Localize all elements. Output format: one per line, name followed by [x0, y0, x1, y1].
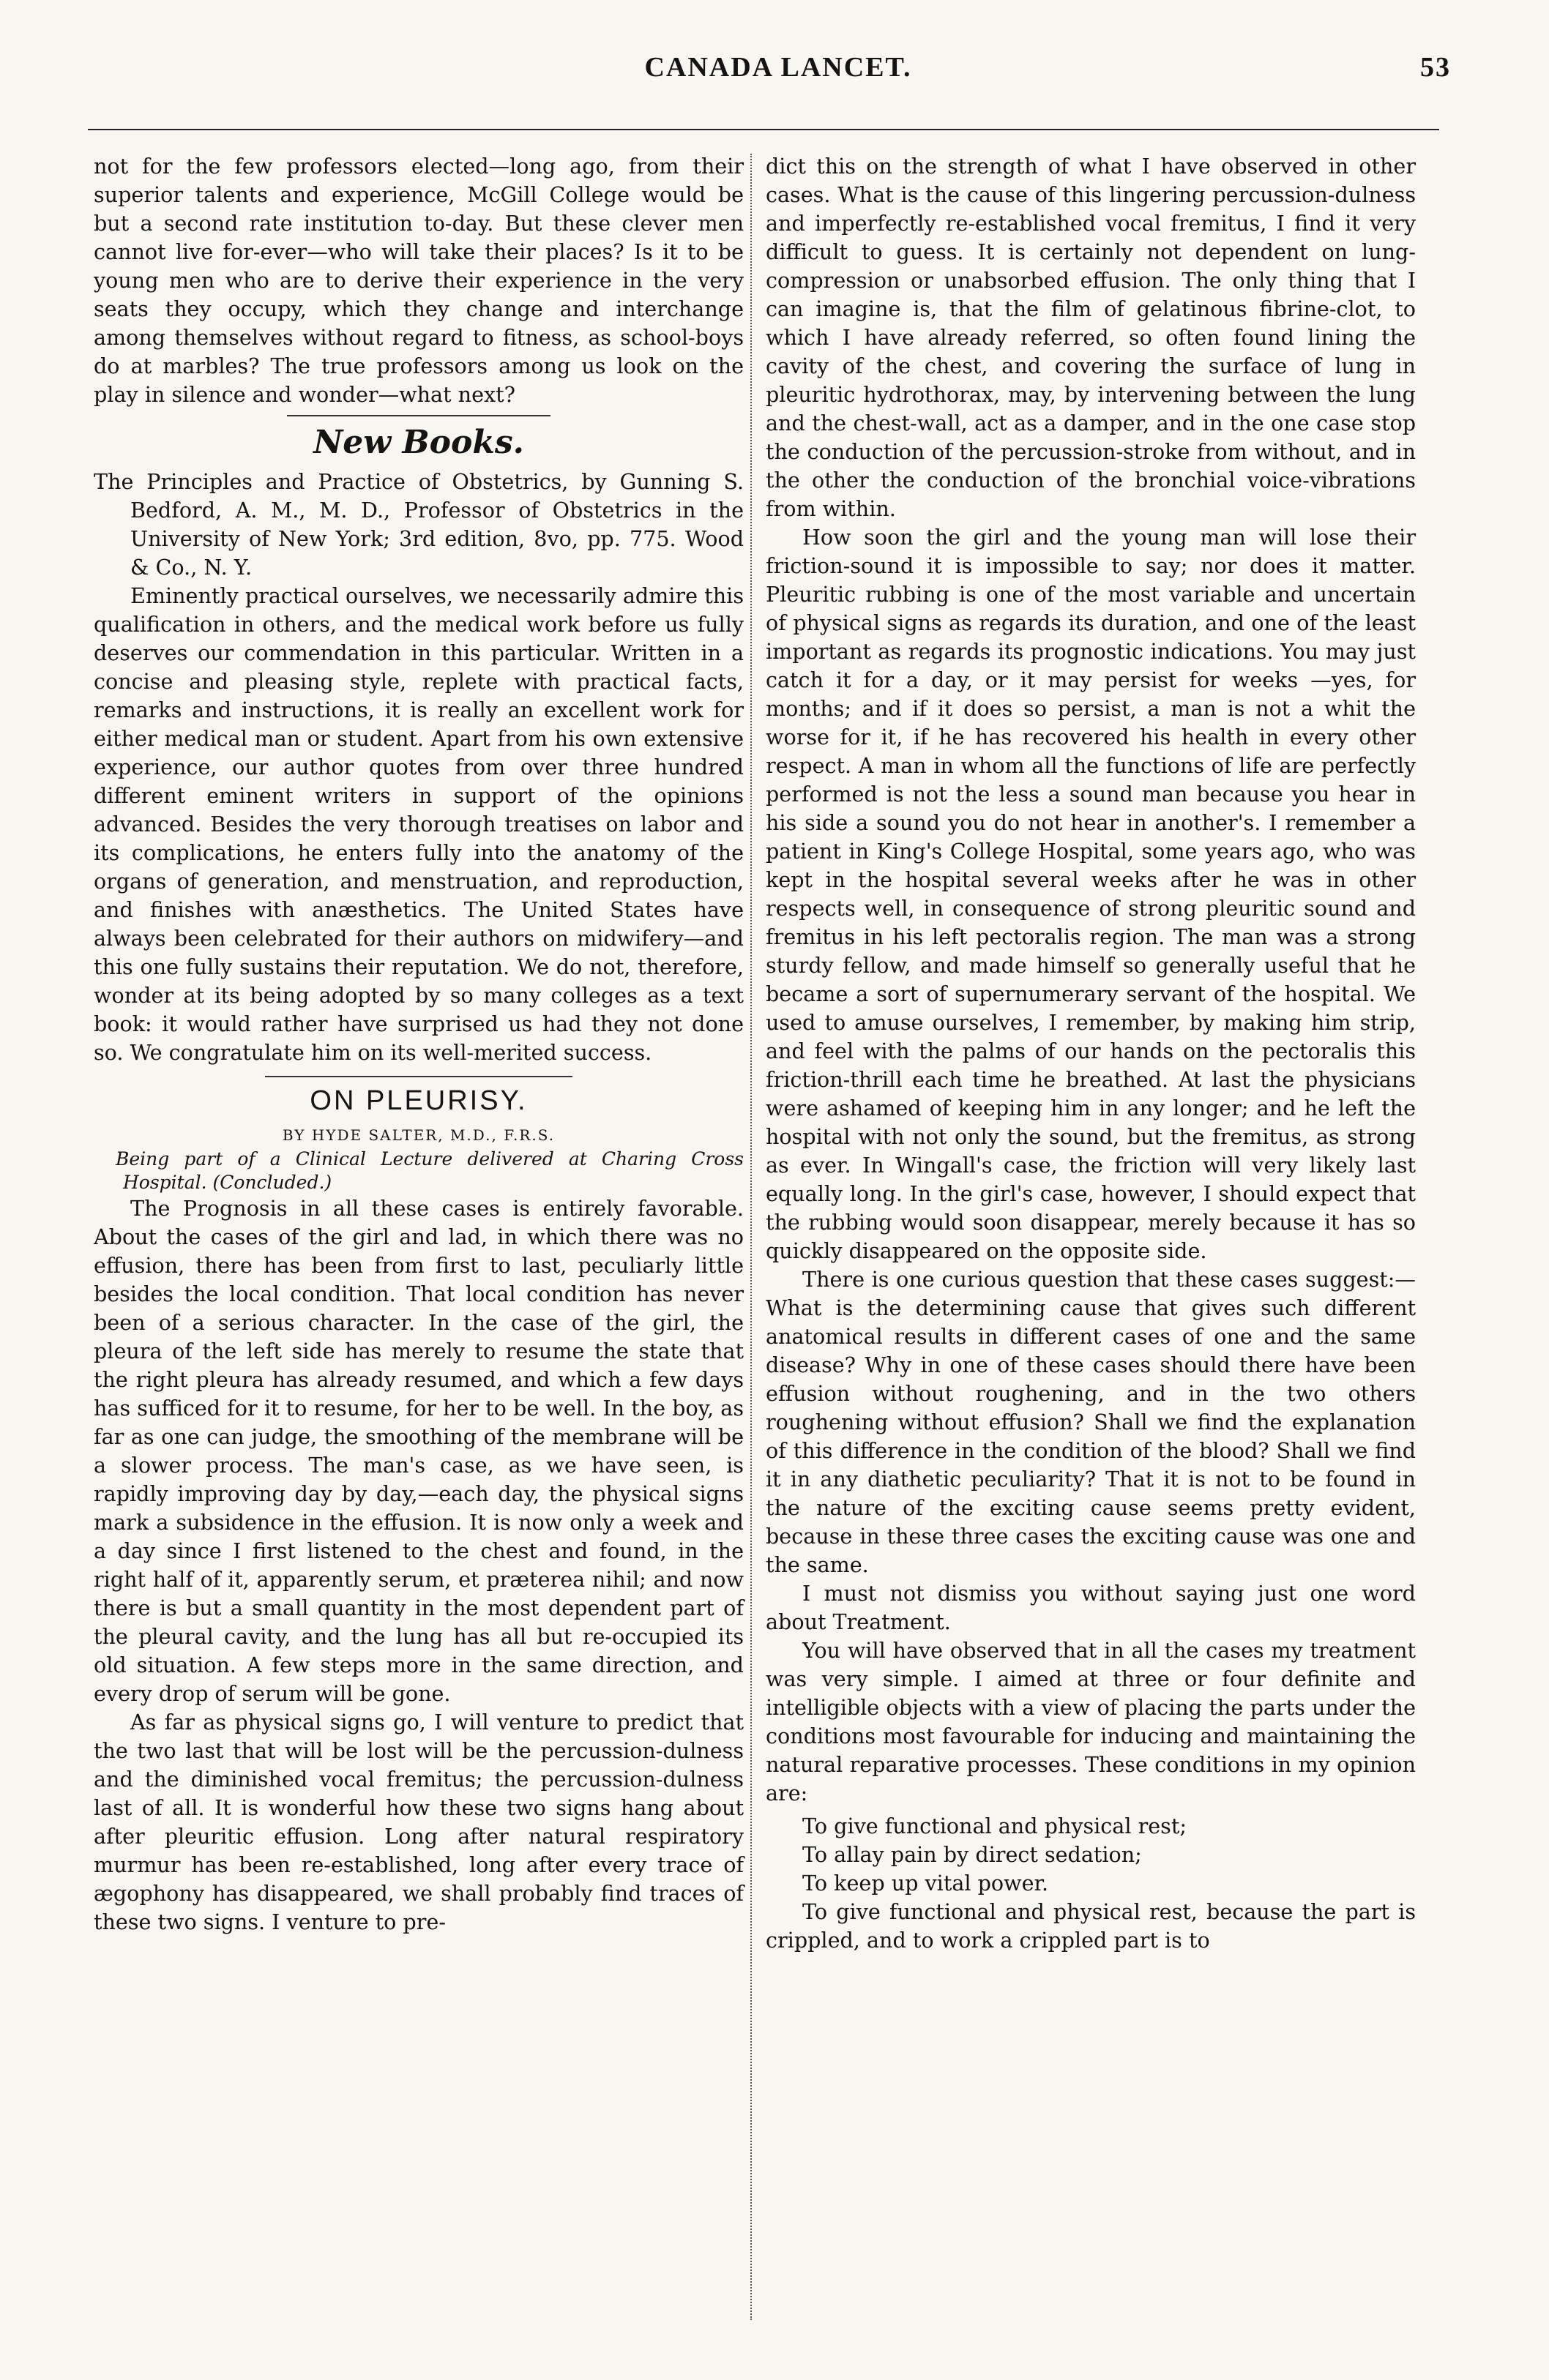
treatment-list	[802, 1812, 1416, 1898]
treatment-paragraph: You will have observed that in all the cases my treatment was very simple. I aimed at three or four definite and intelligible objects with a view of placing the parts under the conditions most favourable for inducing and maintaining the natural reparative processes. These conditions in my opinion are:	[766, 1638, 1416, 1805]
new-books-heading: New Books.	[287, 415, 550, 463]
treatment-list-item: To give functional and physical rest;	[802, 1814, 1187, 1838]
friction-paragraph: How soon the girl and the young man will lose their friction-sound it is impossible to say; nor does it matter. Pleuritic rubbing is one of the most variable and uncertain of physical signs as regards its duration, and one of the least important as regards its prognostic indications. You may just catch it for a day, or it may persist for weeks —yes, for months; and if it does so persist, a man is not a whit the worse for it, if he has recovered his health in every other respect. A man in whom all the functions of life are perfectly performed is not the less a sound man because you hear in his side a sound you do not hear in another's. I remember a patient in King's College Hospital, some years ago, who was kept in the hospital several weeks after he was in other respects well, in consequence of strong pleuritic sound and fremitus in his left pectoralis region. The man was a strong sturdy fellow, and made himself so generally useful that he became a sort of supernumerary servant of the hospital. We used to amuse ourselves, I remember, by making him strip, and feel with the palms of our hands on the pectoralis this friction-thrill each time he breathed. At last the physicians were ashamed of keeping him in any longer; and he left the hospital with not only the sound, but the fremitus, as strong as ever. In Wingall's case, the friction will very likely last equally long. In the girl's case, however, I should expect that the rubbing would soon disappear, merely because it has so quickly disappeared on the opposite side.	[766, 525, 1416, 1263]
left-column	[94, 152, 744, 1936]
physical-signs-paragraph: As far as physical signs go, I will venture to predict that the two last that will be lost will be the percussion-dulness and the diminished vocal fremitus; the percussion-dulness last of all. It is wonderful how these two signs hang about after pleuritic effusion. Long after natural respiratory murmur has been re-established, long after every trace of ægophony has disappeared, we shall probably find traces of these two signs. I venture to pre-	[94, 1710, 744, 1934]
article-subtitle: Being part of a Clinical Lecture delivered at Charing Cross Hospital. (Concluded.)	[116, 1148, 744, 1193]
article-title: ON PLEURISY.	[265, 1076, 572, 1118]
treatment-list-item: To keep up vital power.	[802, 1871, 1049, 1896]
continuation-paragraph: dict this on the strength of what I have observed in other cases. What is the cause of this lingering percussion-dulness and imperfectly re-established vocal fremitus, I find it very difficult to guess. It is certainly not dependent on lung-compression or unabsorbed effusion. The only thing that I can imagine is, that the film of gelatinous fibrine-clot, to which I have already referred, so often found lining the cavity of the chest, and covering the surface of lung in pleuritic hydrothorax, may, by intervening between the lung and the chest-wall, act as a damper, and in the one case stop the conduction of the percussion-stroke from without, and in the other the conduction of the bronchial voice-vibrations from within.	[766, 154, 1416, 521]
treatment-intro: I must not dismiss you without saying just one word about Treatment.	[766, 1581, 1416, 1634]
running-head	[88, 51, 1468, 95]
right-column	[766, 152, 1416, 1955]
question-paragraph: There is one curious question that these cases suggest:—What is the determining cause that gives such different anatomical results in different cases of one and the same disease? Why in one of these cases should there have been effusion without roughening, and in the two others roughening without effusion? Shall we find the explanation of this difference in the condition of the blood? Shall we find it in any diathetic peculiarity? That it is not to be found in the nature of the exciting cause seems pretty evident, because in these three cases the exciting cause was one and the same.	[766, 1267, 1416, 1577]
treatment-list-item: To allay pain by direct sedation;	[802, 1842, 1142, 1867]
review-paragraph: Eminently practical ourselves, we necessarily admire this qualification in others, and the medical work before us fully deserves our commendation in this particular. Written in a concise and pleasing style, replete with practical facts, remarks and instructions, it is really an excellent work for either medical man or student. Apart from his own extensive experience, our author quotes from over three hundred different eminent writers in support of the opinions advanced. Besides the very thorough treatises on labor and its complications, he enters fully into the anatomy of the organs of generation, and menstruation, and reproduction, and finishes with anæsthetics. The United States have always been celebrated for their authors on midwifery—and this one fully sustains their reputation. We do not, therefore, wonder at its being adopted by so many colleges as a text book: it would rather have surprised us had they not done so. We congratulate him on its well-merited success.	[94, 583, 744, 1065]
page-number: 53	[1420, 52, 1451, 83]
prognosis-paragraph: The Prognosis in all these cases is entirely favorable. About the cases of the girl and lad, in which there was no effusion, there has been from first to last, peculiarly little besides the local condition. That local condition has never been of a serious character. In the case of the girl, the pleura of the left side has merely to resume the state that the right pleura has already resumed, and which a few days has sufficed for it to resume, for her to be well. In the boy, as far as one can judge, the smoothing of the membrane will be a slower process. The man's case, as we have seen, is rapidly improving day by day,—each day, the physical signs mark a subsidence in the effusion. It is now only a week and a day since I first listened to the chest and found, in the right half of it, apparently serum, et præterea nihil; and now there is but a small quantity in the most dependent part of the pleural cavity, and the lung has all but re-occupied its old situation. A few steps more in the same direction, and every drop of serum will be gone.	[94, 1196, 744, 1706]
intro-paragraph: not for the few professors elected—long ago, from their superior talents and experience, McGill College would be but a second rate institution to-day. But these clever men cannot live for-ever—who will take their places? Is it to be young men who are to derive their experience in the very seats they occupy, which they change and interchange among themselves without regard to fitness, as school-boys do at marbles? The true professors among us look on the play in silence and wonder—what next?	[94, 154, 744, 407]
running-title: CANADA LANCET.	[644, 52, 912, 83]
final-line: To give functional and physical rest, because the part is crippled, and to work a crippled part is to	[766, 1899, 1416, 1953]
book-entry: The Principles and Practice of Obstetrics, by Gunning S. Bedford, A. M., M. D., Professor of Obstetrics in the University of New York; 3rd edition, 8vo, pp. 775. Wood & Co., N. Y.	[94, 469, 744, 580]
header-rule	[88, 129, 1439, 130]
article-byline: BY HYDE SALTER, M.D., F.R.S.	[282, 1126, 556, 1144]
column-divider	[750, 154, 752, 2320]
